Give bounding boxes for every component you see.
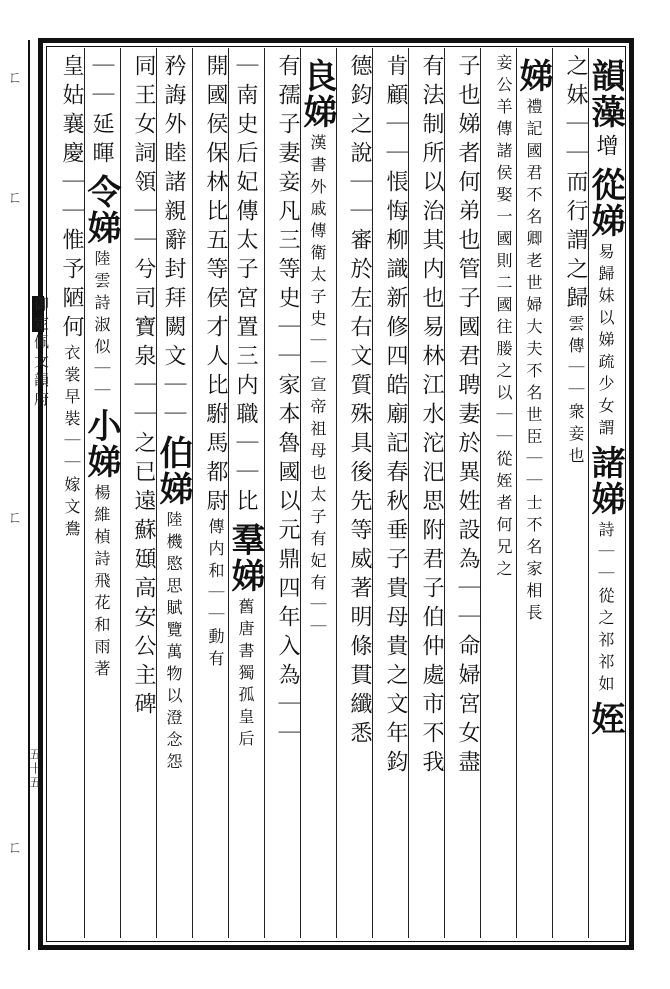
gutter-title: 御定佩文韻府 [32,296,50,410]
column-text: 同王女詞領｜｜兮司寶泉｜｜之已遠蘇頲高安公主碑 [131,54,156,721]
text-column [513,54,553,938]
headword: 小娣 [81,408,121,480]
column-rule [588,48,589,938]
column-text: 皇姑襄慶｜｜惟予陋何 [59,54,84,344]
column-rule [264,48,265,938]
column-text: 易歸妹以娣疏少女謂 [596,243,615,441]
column-text: 漢書外戚傳衛太子史｜｜宣帝祖母也太子有妃有｜｜ [308,134,327,640]
text-column [338,54,370,938]
text-column [194,54,226,938]
column-text: 妾公羊傳諸侯娶一國則二國往媵之以｜｜從姪者何兄之 [494,54,513,582]
headword: 從娣 [585,167,625,239]
column-rule [336,48,337,938]
edge-mark: ㄈ [7,508,23,526]
page-edge-strip [0,40,30,950]
text-column [585,54,625,938]
headword: 良娣 [297,58,337,130]
column-text: 增 [593,134,618,163]
column-text: 開國侯保林比五等侯才人比駙馬都尉 [203,54,228,518]
text-column [50,54,82,938]
column-text: 衣裳早裝｜｜嫁文鴦 [62,344,81,542]
text-column [554,54,586,938]
column-text: 子也娣者何弟也管子國君聘妻於異姓設為｜｜命婦宮女盡 [455,54,480,779]
column-text: 肯顧｜｜悵悔柳識新修四皓廟記春秋垂子貴母貴之文年鈞 [383,54,408,779]
column-text: 之妹｜｜而行謂之歸 [563,54,588,315]
column-rule [300,48,301,938]
column-text: 德鈞之說｜｜審於左右文質殊具後先等威著明條貫纖悉 [347,54,372,750]
text-column [266,54,298,938]
column-text: 楊維楨詩飛花和雨著 [92,484,111,682]
text-column [374,54,406,938]
column-text: 傳内和｜｜動有 [206,518,225,672]
headword: 諸娣 [585,445,625,517]
column-text: ｜｜延暉 [89,54,114,170]
headword: 伯娣 [153,435,193,507]
column-text: 舊唐書獨孤皇后 [236,598,255,752]
edge-mark: ㄈ [7,838,23,856]
column-rule [408,48,409,938]
text-column [482,54,514,938]
column-rule [444,48,445,938]
text-column [410,54,442,938]
text-column [153,54,193,938]
column-text: 雲傳｜｜衆妾也 [566,315,585,469]
folio-number: 五十五 [28,748,42,790]
column-text: ｜南史后妃傳太子宮置三内職｜｜比 [233,54,258,518]
column-text: 矜誨外睦諸親辭封拜闕文｜｜ [161,54,186,431]
headword: 令娣 [81,174,121,246]
column-text: 有孺子妻妾凡三等史｜｜家本魯國以元鼎四年入為｜｜ [275,54,300,750]
column-rule [480,48,481,938]
column-rule [84,48,85,938]
text-column [297,54,337,938]
headword: 娣 [513,58,553,94]
column-text: 陸機愍思賦覽萬物以澄念怨 [164,511,183,775]
text-column [81,54,121,938]
edge-mark: ㄈ [7,188,23,206]
headword: 羣娣 [225,522,265,594]
text-column [122,54,154,938]
column-rule [156,48,157,938]
headword: 韻藻 [585,58,625,130]
text-column [446,54,478,938]
column-rule [552,48,553,938]
column-text: 詩｜｜從之祁祁如 [596,521,615,697]
headword: 姪 [585,701,625,737]
column-text: 有法制所以治其内也易林江水沱汜思附君子伯仲處市不我 [419,54,444,779]
column-rule [516,48,517,938]
column-text: 禮記國君不名卿老世婦大夫不名世臣｜｜士不名家相長 [524,98,543,626]
column-text: 陸雲詩淑似｜｜ [92,250,111,404]
text-column [225,54,265,938]
column-rule [228,48,229,938]
column-rule [372,48,373,938]
edge-mark: ㄈ [7,68,23,86]
